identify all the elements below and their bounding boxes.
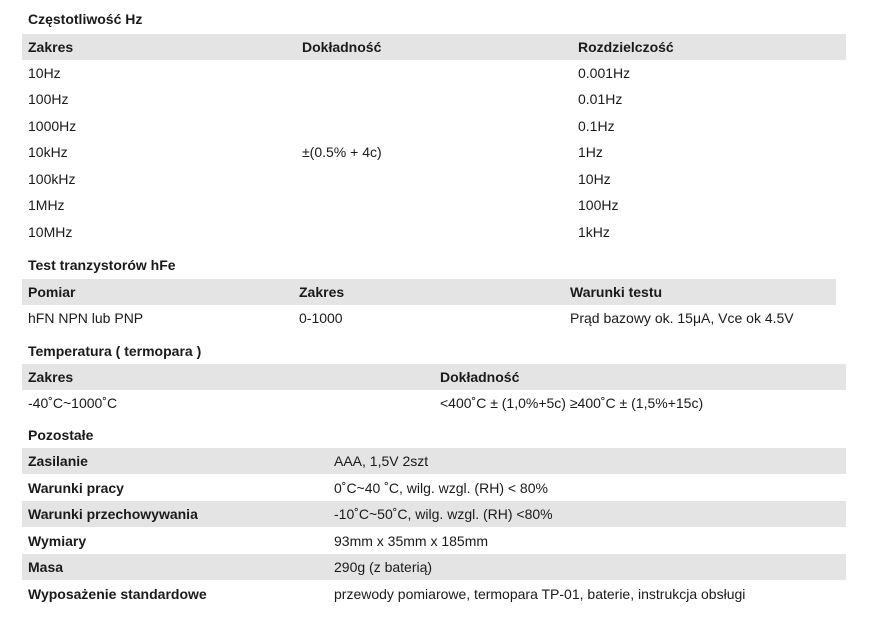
temperature-header-accuracy: Dokładność bbox=[440, 369, 520, 385]
frequency-resolution: 1kHz bbox=[578, 224, 610, 240]
table-row bbox=[22, 305, 836, 331]
frequency-range: 10kHz bbox=[28, 144, 68, 160]
hfe-measurement: hFN NPN lub PNP bbox=[28, 310, 144, 326]
table-row bbox=[22, 448, 846, 474]
table-row bbox=[22, 501, 846, 527]
table-row bbox=[22, 139, 846, 165]
frequency-resolution: 0.001Hz bbox=[578, 65, 631, 81]
table-row bbox=[22, 192, 846, 218]
temperature-header-row bbox=[22, 364, 846, 390]
table-row bbox=[22, 219, 846, 245]
spec-label: Warunki pracy bbox=[28, 480, 124, 496]
temperature-header-range: Zakres bbox=[28, 369, 74, 385]
table-row bbox=[22, 528, 846, 554]
frequency-range: 10MHz bbox=[28, 224, 73, 240]
frequency-header-row bbox=[22, 34, 846, 60]
hfe-section-title: Test tranzystorów hFe bbox=[28, 257, 176, 273]
spec-value: przewody pomiarowe, termopara TP-01, baterie, instrukcja obsługi bbox=[334, 586, 746, 602]
frequency-header-resolution: Rozdzielczość bbox=[578, 39, 674, 55]
hfe-header-measurement: Pomiar bbox=[28, 284, 76, 300]
temperature-accuracy: <400˚C ± (1,0%+5c) ≥400˚C ± (1,5%+15c) bbox=[440, 395, 704, 411]
frequency-resolution: 10Hz bbox=[578, 171, 611, 187]
other-section-title: Pozostałe bbox=[28, 427, 94, 443]
table-row bbox=[22, 60, 846, 86]
frequency-resolution: 0.01Hz bbox=[578, 91, 623, 107]
spec-label: Zasilanie bbox=[28, 453, 88, 469]
frequency-header-accuracy: Dokładność bbox=[302, 39, 382, 55]
frequency-resolution: 0.1Hz bbox=[578, 118, 615, 134]
spec-label: Wymiary bbox=[28, 533, 87, 549]
spec-value: 93mm x 35mm x 185mm bbox=[334, 533, 489, 549]
hfe-header-row bbox=[22, 279, 836, 305]
table-row bbox=[22, 390, 846, 416]
frequency-range: 100Hz bbox=[28, 91, 69, 107]
hfe-range: 0-1000 bbox=[299, 310, 343, 326]
frequency-header-range: Zakres bbox=[28, 39, 74, 55]
frequency-range: 100kHz bbox=[28, 171, 76, 187]
temperature-range: -40˚C~1000˚C bbox=[28, 395, 118, 411]
spec-value: -10˚C~50˚C, wilg. wzgl. (RH) <80% bbox=[334, 506, 553, 522]
hfe-header-range: Zakres bbox=[299, 284, 345, 300]
temperature-section-title: Temperatura ( termopara ) bbox=[28, 343, 202, 359]
frequency-accuracy: ±(0.5% + 4c) bbox=[302, 144, 382, 160]
table-row bbox=[22, 475, 846, 501]
hfe-conditions: Prąd bazowy ok. 15μA, Vce ok 4.5V bbox=[570, 310, 794, 326]
spec-value: 0˚C~40 ˚C, wilg. wzgl. (RH) < 80% bbox=[334, 480, 548, 496]
table-row bbox=[22, 113, 846, 139]
frequency-range: 1000Hz bbox=[28, 118, 77, 134]
spec-label: Warunki przechowywania bbox=[28, 506, 198, 522]
spec-label: Masa bbox=[28, 559, 64, 575]
table-row bbox=[22, 166, 846, 192]
spec-value: 290g (z baterią) bbox=[334, 559, 433, 575]
frequency-resolution: 100Hz bbox=[578, 197, 619, 213]
table-row bbox=[22, 554, 846, 580]
spec-value: AAA, 1,5V 2szt bbox=[334, 453, 429, 469]
table-row bbox=[22, 86, 846, 112]
frequency-section-title: Częstotliwość Hz bbox=[28, 11, 143, 27]
frequency-resolution: 1Hz bbox=[578, 144, 603, 160]
table-row bbox=[22, 581, 846, 607]
frequency-range: 1MHz bbox=[28, 197, 65, 213]
hfe-header-conditions: Warunki testu bbox=[570, 284, 663, 300]
frequency-range: 10Hz bbox=[28, 65, 61, 81]
spec-label: Wyposażenie standardowe bbox=[28, 586, 207, 602]
